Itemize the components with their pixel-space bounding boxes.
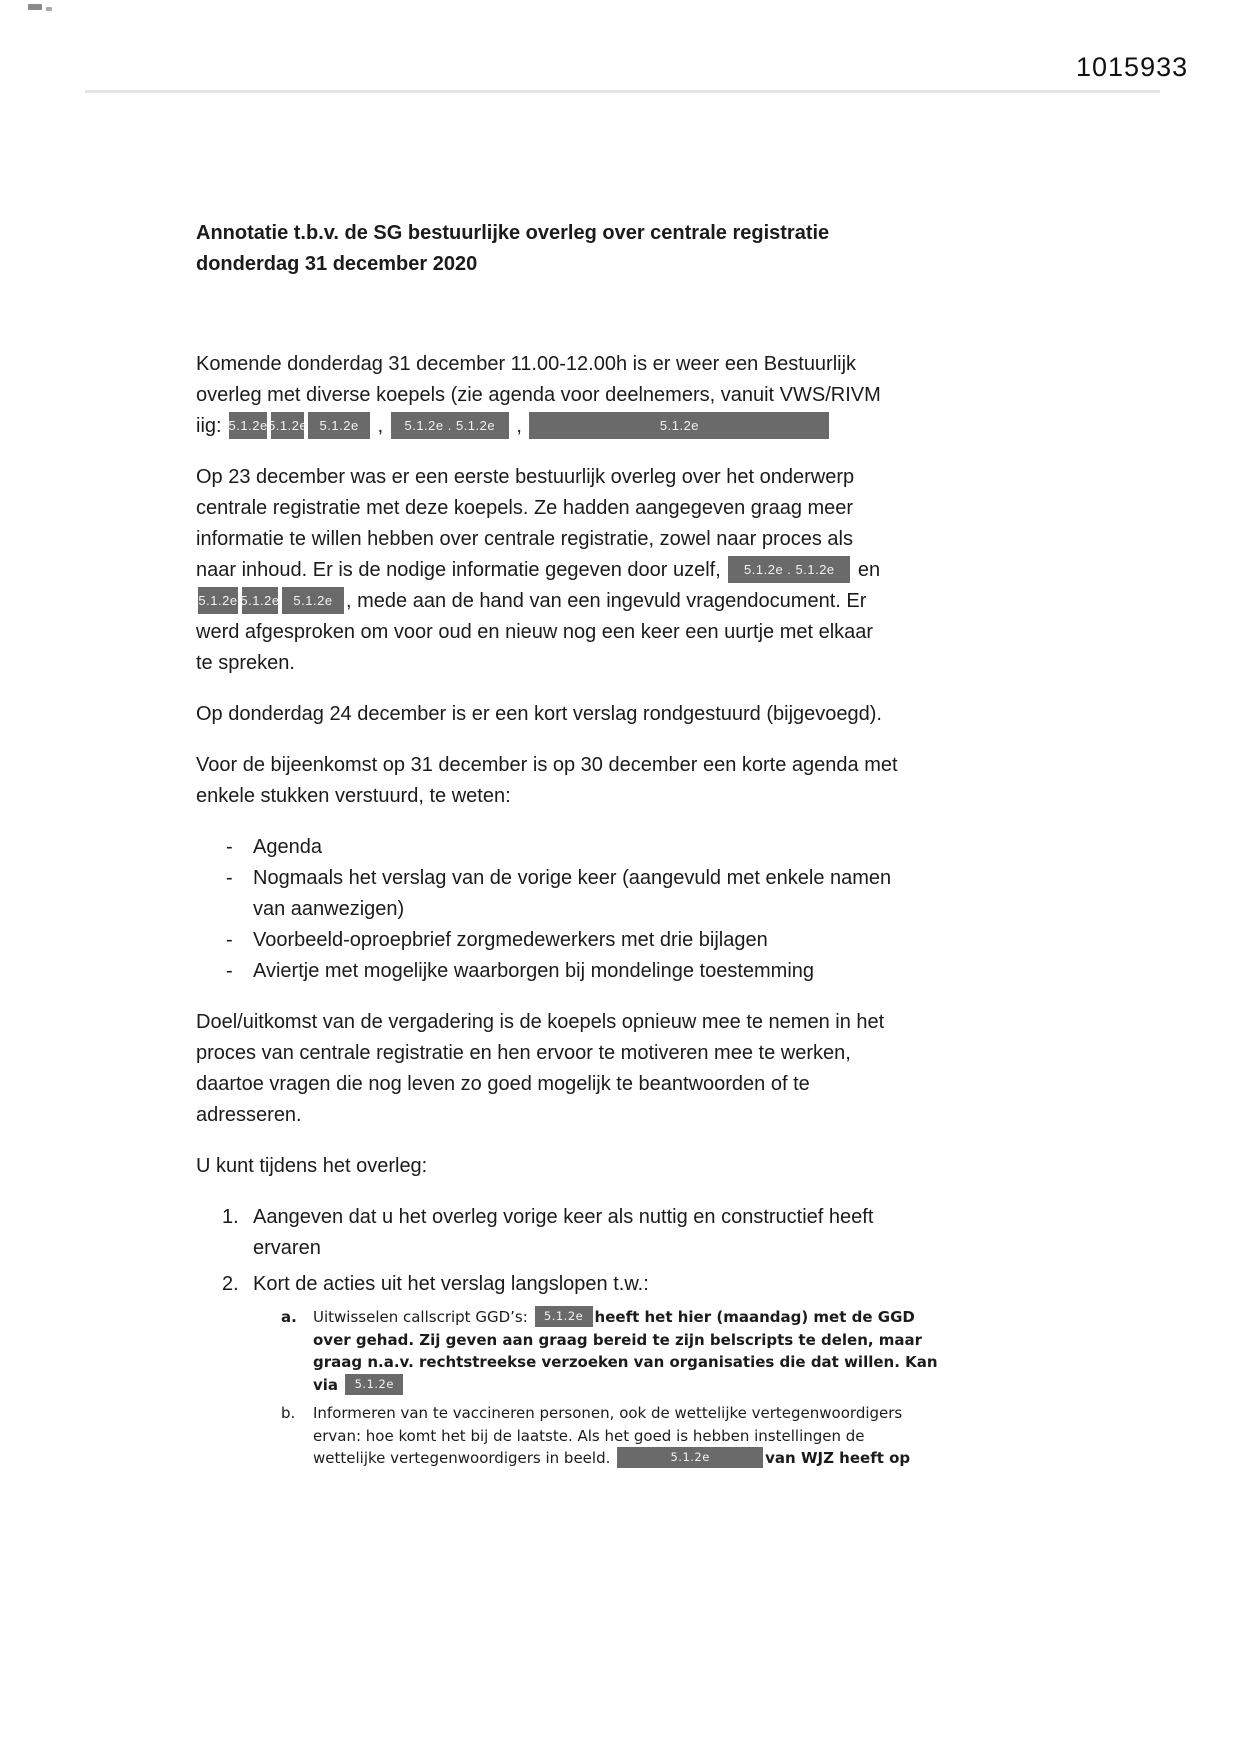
text-line <box>253 863 911 894</box>
paragraph-24-december <box>196 699 911 730</box>
text-segment: Aviertje met mogelijke waarborgen bij mondelinge toestemming <box>253 960 815 982</box>
text-segment: overleg met diverse koepels (zie agenda voor deelnemers, vanuit VWS/RIVM <box>196 384 881 406</box>
list-marker: - <box>226 929 233 951</box>
sub-item-a <box>196 1306 938 1396</box>
text-segment: Op donderdag 24 december is er een kort verslag rondgestuurd (bijgevoegd). <box>196 703 882 725</box>
list-marker: 1. <box>222 1206 239 1228</box>
text-line <box>196 750 911 781</box>
paragraph-doel <box>196 1007 911 1131</box>
scan-artifact-speck <box>28 4 42 10</box>
redaction-box: 5.1.2e <box>282 587 344 614</box>
text-segment: te spreken. <box>196 652 295 674</box>
text-segment: , <box>510 415 528 437</box>
text-segment-bold: over gehad. Zij geven aan graag bereid te zijn belscripts te delen, maar <box>313 1330 923 1349</box>
text-line <box>253 1202 911 1233</box>
title-line-2: donderdag 31 december 2020 <box>196 253 478 275</box>
list-marker: - <box>226 960 233 982</box>
text-line <box>196 1151 911 1182</box>
text-segment: Aangeven dat u het overleg vorige keer als nuttig en constructief heeft <box>253 1206 874 1228</box>
numbered-item-1 <box>196 1202 911 1264</box>
redaction-box: 5.1.2e <box>308 412 370 439</box>
redaction-box: 5.1.2e <box>198 587 238 614</box>
text-segment: en <box>852 559 881 581</box>
text-line <box>313 1351 938 1374</box>
text-segment-bold: van WJZ heeft op <box>765 1449 911 1467</box>
text-segment: Voor de bijeenkomst op 31 december is op 30 december een korte agenda met <box>196 754 898 776</box>
text-line <box>196 411 911 442</box>
text-line <box>196 555 911 586</box>
paragraph-bijeenkomst <box>196 750 911 812</box>
text-line <box>253 832 911 863</box>
text-segment: Doel/uitkomst van de vergadering is de koepels opnieuw mee te nemen in het <box>196 1011 885 1033</box>
text-segment: adresseren. <box>196 1104 302 1126</box>
document-content <box>196 218 938 1470</box>
paragraph-intro <box>196 349 911 442</box>
text-segment: Kort de acties uit het verslag langslopen t.w.: <box>253 1273 649 1295</box>
text-segment: Voorbeeld-oproepbrief zorgmedewerkers met drie bijlagen <box>253 929 768 951</box>
text-segment: ervaren <box>253 1237 321 1259</box>
text-line <box>196 380 911 411</box>
text-line <box>196 462 911 493</box>
list-marker: a. <box>281 1308 297 1326</box>
text-line <box>196 1038 911 1069</box>
bullet-verslag <box>196 863 911 925</box>
redaction-box: 5.1.2e <box>529 412 829 439</box>
text-segment-bold: heeft het hier (maandag) met de GGD <box>594 1308 915 1326</box>
text-line <box>313 1329 923 1352</box>
list-marker: 2. <box>222 1273 239 1295</box>
text-line <box>253 925 911 956</box>
redaction-box: 5.1.2e <box>229 412 267 439</box>
bullet-agenda <box>196 832 911 863</box>
text-line <box>313 1447 911 1470</box>
text-line <box>253 956 911 987</box>
text-line <box>196 1007 911 1038</box>
numbered-item-2 <box>196 1269 911 1300</box>
text-segment-bold: via <box>313 1375 344 1394</box>
redaction-box: 5.1.2e . 5.1.2e <box>728 556 850 583</box>
text-segment: Informeren van te vaccineren personen, ook de wettelijke vertegenwoordigers <box>313 1404 903 1422</box>
text-segment: Nogmaals het verslag van de vorige keer (aangevuld met enkele namen <box>253 867 892 889</box>
text-line <box>253 894 911 925</box>
sub-item-b <box>196 1402 911 1470</box>
list-marker: - <box>226 867 233 889</box>
title-line-1: Annotatie t.b.v. de SG bestuurlijke overleg over centrale registratie <box>196 222 830 244</box>
text-segment: ervan: hoe komt het bij de laatste. Als het goed is hebben instellingen de <box>313 1426 865 1445</box>
text-line <box>196 648 911 679</box>
list-marker: - <box>226 836 233 858</box>
text-segment: naar inhoud. Er is de nodige informatie gegeven door uzelf, <box>196 559 727 581</box>
redaction-box: 5.1.2e <box>617 1447 763 1468</box>
document-number: 1015933 <box>1076 52 1189 82</box>
text-line <box>196 1069 911 1100</box>
text-segment: proces van centrale registratie en hen ervoor te motiveren mee te werken, <box>196 1042 851 1064</box>
text-line <box>313 1402 911 1425</box>
redaction-box: 5.1.2e <box>345 1374 403 1395</box>
text-line <box>313 1374 911 1397</box>
paragraph-23-december <box>196 462 911 679</box>
text-segment: informatie te willen hebben over centrale registratie, zowel naar proces als <box>196 528 854 550</box>
text-line <box>196 699 911 730</box>
document-body <box>196 349 938 1470</box>
bullet-oproepbrief <box>196 925 911 956</box>
text-line <box>313 1425 911 1448</box>
redaction-box: 5.1.2e . 5.1.2e <box>391 412 509 439</box>
text-line <box>196 617 911 648</box>
scan-artifact-line <box>85 90 1160 93</box>
text-segment-bold: graag n.a.v. rechtstreekse verzoeken van organisaties die dat willen. Kan <box>313 1353 938 1371</box>
text-segment: werd afgesproken om voor oud en nieuw nog een keer een uurtje met elkaar <box>196 621 874 643</box>
paragraph-u-kunt <box>196 1151 911 1182</box>
text-segment: Uitwisselen callscript GGD’s: <box>313 1308 533 1326</box>
text-segment: , <box>372 415 389 437</box>
text-segment: daartoe vragen die nog leven zo goed mogelijk te beantwoorden of te <box>196 1073 810 1095</box>
text-segment: iig: <box>196 415 228 437</box>
text-line <box>196 781 911 812</box>
redaction-box: 5.1.2e <box>271 412 304 439</box>
text-segment: van aanwezigen) <box>253 898 405 920</box>
text-segment: enkele stukken verstuurd, te weten: <box>196 785 511 807</box>
text-segment: U kunt tijdens het overleg: <box>196 1155 428 1177</box>
text-segment: Komende donderdag 31 december 11.00-12.00h is er weer een Bestuurlijk <box>196 353 857 375</box>
text-line <box>196 524 911 555</box>
text-line <box>253 1233 911 1264</box>
bullet-aviertje <box>196 956 911 987</box>
text-segment: Op 23 december was er een eerste bestuurlijk overleg over het onderwerp <box>196 466 855 488</box>
text-segment: Agenda <box>253 836 322 858</box>
text-line <box>253 1269 911 1300</box>
list-marker: b. <box>281 1404 296 1422</box>
text-line <box>313 1306 915 1329</box>
scan-artifact-speck <box>46 7 52 11</box>
text-segment: centrale registratie met deze koepels. Ze hadden aangegeven graag meer <box>196 497 854 519</box>
redaction-box: 5.1.2e <box>242 587 278 614</box>
text-segment: , mede aan de hand van een ingevuld vragendocument. Er <box>346 590 867 612</box>
text-line <box>196 349 911 380</box>
document-title <box>196 218 911 280</box>
text-segment: wettelijke vertegenwoordigers in beeld. <box>313 1449 616 1467</box>
redaction-box: 5.1.2e <box>535 1306 593 1327</box>
text-line <box>196 493 911 524</box>
text-line <box>196 1100 911 1131</box>
text-line <box>196 586 911 617</box>
